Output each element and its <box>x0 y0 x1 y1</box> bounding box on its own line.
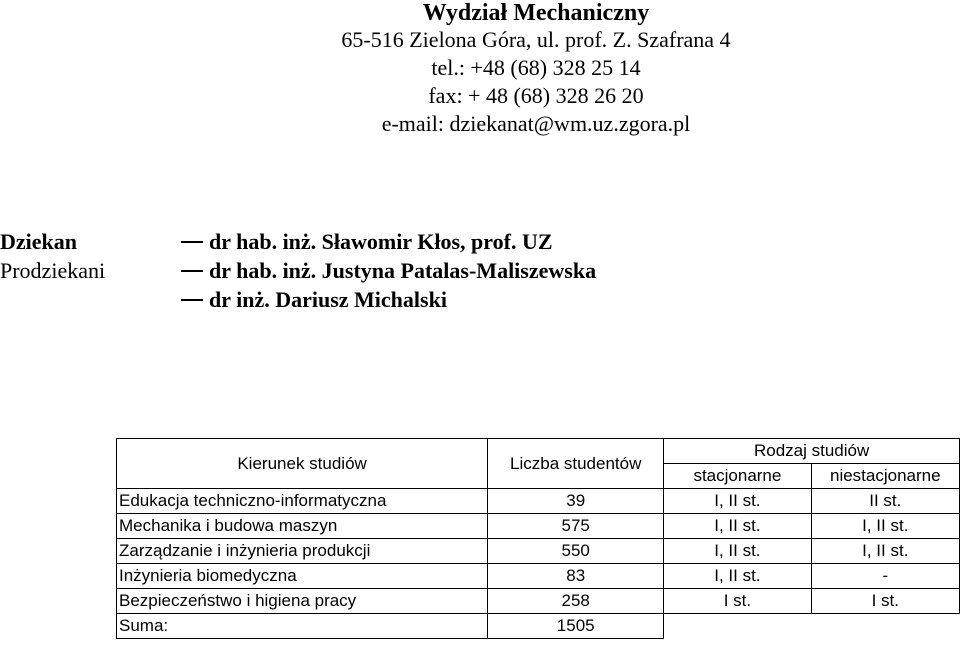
dean-name: dr hab. inż. Sławomir Kłos, prof. UZ <box>209 229 553 254</box>
dash-bullet <box>181 270 203 272</box>
table-row <box>117 564 960 589</box>
cell-part-time: I, II st. <box>811 514 959 539</box>
cell-students: 575 <box>488 514 664 539</box>
cell-direction: Inżynieria biomedyczna <box>117 564 488 589</box>
header-full-time: stacjonarne <box>664 464 811 489</box>
cell-direction: Edukacja techniczno-informatyczna <box>117 489 488 514</box>
cell-part-time: - <box>811 564 959 589</box>
cell-students: 83 <box>488 564 664 589</box>
cell-students: 258 <box>488 589 664 614</box>
sum-value: 1505 <box>488 614 664 639</box>
cell-part-time: I, II st. <box>811 539 959 564</box>
vice-dean-entry-2 <box>181 285 447 315</box>
faculty-name: Wydział Mechaniczny <box>422 0 650 26</box>
sum-label: Suma: <box>117 614 488 639</box>
vice-dean-1-name: dr hab. inż. Justyna Patalas-Maliszewska <box>209 258 597 283</box>
table-row <box>117 514 960 539</box>
faculty-phone: tel.: +48 (68) 328 25 14 <box>431 55 641 80</box>
header-part-time: niestacjonarne <box>811 464 959 489</box>
cell-direction: Zarządzanie i inżynieria produkcji <box>117 539 488 564</box>
dean-entry <box>181 227 553 257</box>
table-row <box>117 489 960 514</box>
cell-direction: Mechanika i budowa maszyn <box>117 514 488 539</box>
study-programs-table <box>116 438 960 639</box>
sum-empty-cell <box>811 614 959 639</box>
header-students: Liczba studentów <box>488 439 664 489</box>
header-study-type: Rodzaj studiów <box>664 439 960 464</box>
faculty-header <box>0 0 960 138</box>
cell-full-time: I st. <box>664 589 811 614</box>
faculty-fax: fax: + 48 (68) 328 26 20 <box>428 83 644 108</box>
cell-part-time: I st. <box>811 589 959 614</box>
vice-dean-entry-1 <box>181 256 596 286</box>
faculty-email: e-mail: dziekanat@wm.uz.zgora.pl <box>381 111 691 136</box>
faculty-address: 65-516 Zielona Góra, ul. prof. Z. Szafrana 4 <box>341 27 731 52</box>
table-row <box>117 539 960 564</box>
vice-dean-2-name: dr inż. Dariusz Michalski <box>209 287 447 312</box>
dean-label: Dziekan <box>0 229 77 254</box>
vice-deans-label: Prodziekani <box>0 258 106 283</box>
cell-full-time: I, II st. <box>664 489 811 514</box>
cell-students: 39 <box>488 489 664 514</box>
cell-part-time: II st. <box>811 489 959 514</box>
cell-direction: Bezpieczeństwo i higiena pracy <box>117 589 488 614</box>
sum-empty-cell <box>664 614 811 639</box>
cell-students: 550 <box>488 539 664 564</box>
dash-bullet <box>181 299 203 301</box>
table-row <box>117 589 960 614</box>
cell-full-time: I, II st. <box>664 514 811 539</box>
cell-full-time: I, II st. <box>664 539 811 564</box>
sum-row <box>117 614 960 639</box>
cell-full-time: I, II st. <box>664 564 811 589</box>
dash-bullet <box>181 241 203 243</box>
header-direction: Kierunek studiów <box>117 439 488 489</box>
